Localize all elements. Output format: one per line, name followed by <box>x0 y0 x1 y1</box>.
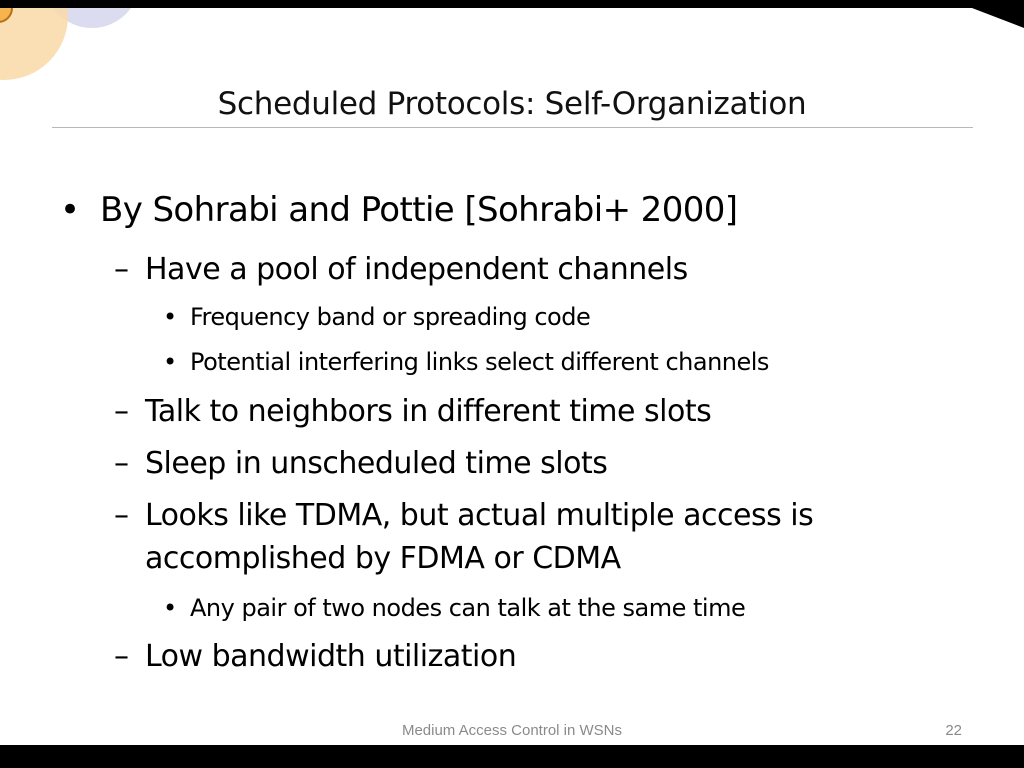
bullet-text: Potential interfering links select different channels <box>190 348 769 376</box>
bullet-marker: • <box>163 303 177 331</box>
title-divider <box>52 127 973 128</box>
bullet-text: Low bandwidth utilization <box>145 639 517 674</box>
slide-title: Scheduled Protocols: Self-Organization <box>217 86 807 122</box>
bullet-marker: • <box>163 594 177 622</box>
bullet-text: Any pair of two nodes can talk at the same time <box>190 594 746 622</box>
dash-marker: – <box>114 394 129 429</box>
bullet-marker: • <box>60 190 80 230</box>
bullet-text: Have a pool of independent channels <box>145 252 688 287</box>
bullet-text: Talk to neighbors in different time slots <box>145 394 712 429</box>
page-number: 22 <box>945 722 962 739</box>
bullet-marker: • <box>163 348 177 376</box>
bullet-text: Frequency band or spreading code <box>190 303 591 331</box>
dash-marker: – <box>114 252 129 287</box>
dash-marker: – <box>114 639 129 674</box>
slide-footer: Medium Access Control in WSNs <box>401 722 623 739</box>
bullet-text: Looks like TDMA, but actual multiple access is <box>145 498 814 533</box>
orange-circle <box>0 8 68 80</box>
dash-marker: – <box>114 498 129 533</box>
dash-marker: – <box>114 446 129 481</box>
slide-canvas <box>0 8 1024 745</box>
bullet-text: Sleep in unscheduled time slots <box>145 446 608 481</box>
bullet-text: By Sohrabi and Pottie [Sohrabi+ 2000] <box>100 190 738 230</box>
bullet-text: accomplished by FDMA or CDMA <box>145 541 621 576</box>
